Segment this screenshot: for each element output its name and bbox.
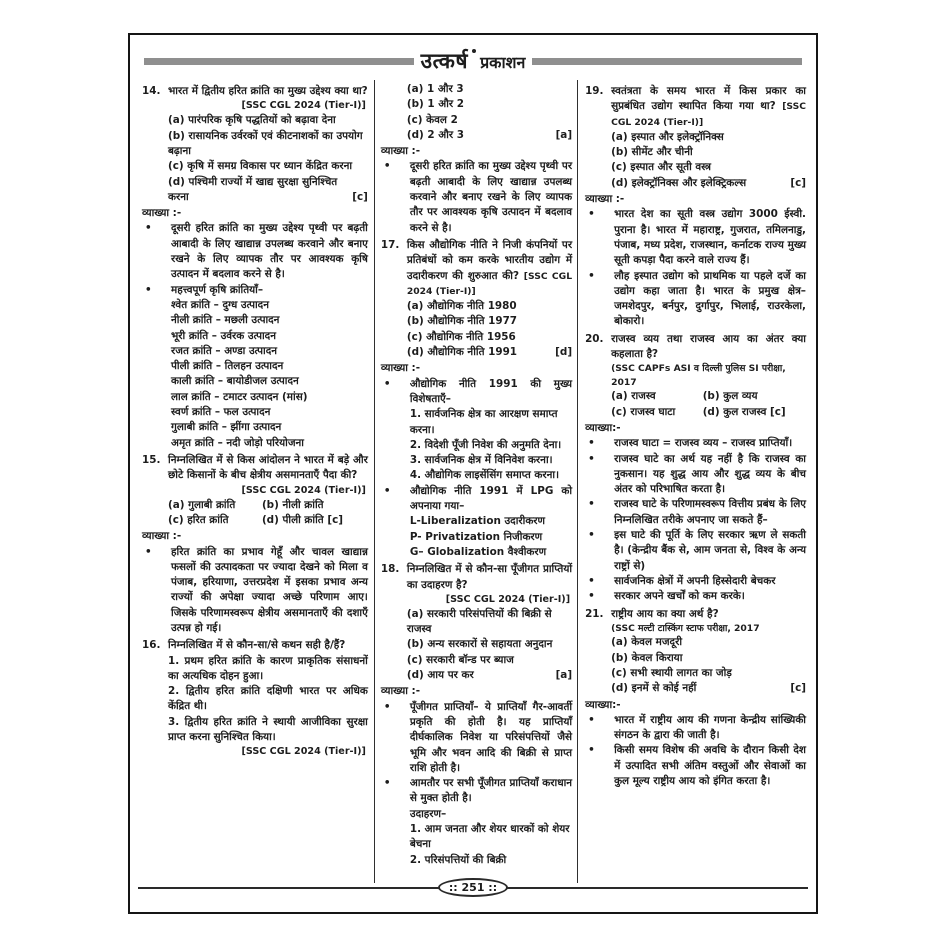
option-text: (b) 1 और 2	[406, 98, 465, 111]
bullet-text: पूँजीगत प्राप्तियाँ– ये प्राप्तियाँ गैर-आवर्ती प्रकृति की होती है। यह प्राप्तियाँ दीर्घकालिक निवेश या परिसंपत्तियों जैसे भूमि और भवन आदि की बिक्री से प्राप्त राशि होती है।	[409, 700, 573, 774]
option	[585, 681, 806, 696]
explanation-heading: व्याख्या :-	[380, 685, 421, 698]
option-text: (b) केवल किराया	[611, 651, 683, 664]
answer-key: [c]	[352, 190, 368, 203]
option	[142, 129, 368, 160]
sub-line: नीली क्रांति – मछली उत्पादन	[171, 314, 280, 327]
bullet-text: राजस्व घाटे का अर्थ यह नहीं है कि राजस्व का नुकसान। यह शुद्ध आय और शुद्ध व्यय के बीच अंतर को परिभाषित करता है।	[614, 452, 806, 496]
question-text: स्वतंत्रता के समय भारत में किस प्रकार का सुप्रबंधित उद्योग स्थापित किया गया था? [SSC CGL 2024 (Tier-I)]	[611, 85, 806, 128]
option-text: (d) 2 और 3	[406, 128, 465, 141]
option-text: (a) सरकारी परिसंपत्तियों की बिक्री से राजस्व	[406, 607, 552, 636]
bullet-item	[381, 484, 572, 560]
sub-line: पीली क्रांति – तिलहन उत्पादन	[171, 360, 284, 373]
question-text: भारत में द्वितीय हरित क्रांति का मुख्य उद्देश्य क्या था?	[168, 85, 368, 97]
sub-line: लाल क्रांति – टमाटर उत्पादन (मांस)	[171, 390, 308, 403]
option	[381, 607, 572, 638]
option	[381, 330, 572, 345]
exam-source-tag: (SSC मल्टी टास्किंग स्टाफ परीक्षा, 2017	[611, 622, 760, 634]
bullet-icon: •	[383, 377, 391, 390]
option	[381, 637, 572, 652]
question	[585, 84, 806, 130]
question-text: राजस्व व्यय तथा राजस्व आय का अंतर क्या कहलाता है?	[611, 332, 806, 361]
sub-line: उदाहरण–	[409, 807, 447, 820]
bullet-text: भारत में राष्ट्रीय आय की गणना केन्द्रीय सांख्यिकी संगठन के द्वारा की जाती है।	[614, 713, 806, 742]
option-row	[585, 405, 806, 420]
bullet-item	[585, 207, 806, 268]
option	[381, 668, 572, 683]
sub-line: 2. परिसंपत्तियों की बिक्री	[409, 853, 507, 866]
option: (b) कुल व्यय	[702, 390, 758, 403]
header-rule-left	[144, 58, 414, 65]
sub-line: काली क्रांति – बायोडीजल उत्पादन	[171, 375, 299, 388]
sub-line: 2. विदेशी पूँजी निवेश की अनुमति देना।	[409, 438, 562, 451]
option	[381, 653, 572, 668]
option: (d) पीली क्रांति [c]	[261, 513, 344, 526]
question-number: 20.	[585, 332, 604, 345]
option	[381, 314, 572, 329]
option-text: (c) औद्योगिक नीति 1956	[406, 330, 516, 343]
bullet-item	[142, 221, 368, 282]
option-text: (a) पारंपरिक कृषि पद्धतियों को बढ़ावा देना	[168, 114, 336, 127]
question-number: 21.	[585, 607, 604, 620]
bullet-item	[585, 269, 806, 330]
option	[142, 113, 368, 128]
question-text: निम्नलिखित में से किस आंदोलन ने भारत में बड़े और छोटे किसानों के बीच क्षेत्रीय असमानताएँ पैदा की?	[168, 453, 368, 482]
bullet-item	[585, 713, 806, 744]
question-number: 14.	[142, 85, 161, 97]
explanation-heading: व्याख्या:-	[585, 698, 621, 711]
question-statement: 2. द्वितीय हरित क्रांति दक्षिणी भारत पर अधिक केंद्रित थी।	[168, 685, 368, 713]
option: (c) राजस्व घाटा	[611, 405, 676, 418]
option	[142, 159, 368, 174]
question	[381, 238, 572, 299]
bullet-text: भारत देश का सूती वस्त्र उद्योग 3000 ईस्वी. पुराना है। भारत में महाराष्ट्र, गुजरात, तमिलनाडु, पंजाब, मध्य प्रदेश, राजस्थान, कर्नाटक राज्य मुख्य सूती कपड़ा पैदा करने वाले राज्य हैं।	[614, 208, 806, 267]
option-text: (b) औद्योगिक नीति 1977	[406, 315, 518, 328]
registered-dot-icon	[472, 49, 476, 53]
option-text: (c) सभी स्थायी लागत का जोड़	[611, 666, 732, 679]
option	[142, 175, 368, 206]
bullet-text: दूसरी हरित क्रांति का मुख्य उद्देश्य पृथ्वी पर बढ़ती आबादी के लिए खाद्यान्न उपलब्ध करवाने और बनाए रखने के लिए व्यापक तौर पर आवश्यक कृषि उत्पादन में बदलाव करने से है।	[171, 222, 368, 281]
option-text: (d) औद्योगिक नीति 1991	[406, 346, 518, 359]
bullet-item	[381, 377, 572, 484]
sub-line: G– Globalization वैश्वीकरण	[409, 545, 547, 558]
page-number-badge: :: 251 ::	[438, 878, 508, 897]
bullet-text: हरित क्रांति का प्रभाव गेहूँ और चावल खाद्यान्न फसलों की उत्पादकता पर ज्यादा देखने को मिला व पंजाब, हरियाणा, उत्तरप्रदेश में इसका प्रभाव अन्य राज्यों की अपेक्षा ज्यादा अच्छे परिणाम आए। जिसके परिणामस्वरूप क्षेत्रीय असमानताएँ की दशाएँ उत्पन्न हो गई।	[171, 545, 368, 634]
sub-line: गुलाबी क्रांति – झींगा उत्पादन	[171, 421, 282, 434]
bullet-text	[410, 484, 572, 560]
bullet-text: आमतौर पर सभी पूँजीगत प्राप्तियाँ कराधान से मुक्त होती है। उदाहरण– 1. आम जनता और शेयर धारकों को शेयर बेचना 2. परिसंपत्तियों की बिक्री	[410, 776, 572, 868]
question-number: 16.	[142, 639, 161, 652]
bullet-item	[585, 528, 806, 574]
answer-key: [c]	[769, 405, 786, 418]
sub-line: अमृत क्रांति – नदी जोड़ो परियोजना	[171, 436, 304, 449]
bullet-item	[585, 589, 806, 604]
bullet-text: राजस्व घाटा = राजस्व व्यय – राजस्व प्राप्तियाँ।	[614, 437, 793, 450]
exam-source-tag: [SSC CGL 2024 (Tier-I)]	[611, 101, 806, 128]
exam-source-tag: (SSC CAPFs ASI व दिल्ली पुलिस SI परीक्षा, 2017	[611, 363, 786, 388]
sub-line: 4. औद्योगिक लाइसेंसिंग समाप्त करना।	[409, 469, 560, 482]
bullet-icon: •	[383, 160, 391, 173]
bullet-text: इस घाटे की पूर्ति के लिए सरकार ऋण ले सकती है। (केन्द्रीय बैंक से, आम जनता से, विश्व के अन्य राष्ट्रों से)	[614, 529, 806, 572]
bullet-icon: •	[588, 744, 595, 757]
bullet-icon: •	[588, 529, 595, 542]
option-text: (a) इस्पात और इलेक्ट्रॉनिक्स	[611, 130, 724, 143]
sub-line: 1. सार्वजनिक क्षेत्र का आरक्षण समाप्त करना।	[409, 408, 558, 436]
option-text: (a) केवल मजदूरी	[611, 636, 683, 649]
question-text: राष्ट्रीय आय का क्या अर्थ है?	[611, 607, 719, 620]
option-text: (b) रासायनिक उर्वरकों एवं कीटनाशकों का उपयोग बढ़ाना	[168, 129, 363, 157]
answer-key: [d]	[555, 346, 573, 359]
explanation-heading: व्याख्या :-	[585, 193, 625, 206]
option-text: (d) इलेक्ट्रॉनिक्स और इलेक्ट्रिकल्स	[611, 176, 747, 189]
question-number: 15.	[142, 453, 161, 466]
option: (a) राजस्व	[611, 390, 656, 403]
question	[381, 562, 572, 593]
explanation-heading: व्याख्या :-	[380, 145, 421, 158]
publisher-header	[130, 35, 816, 77]
option	[381, 128, 572, 143]
bullet-lead: औद्योगिक नीति 1991 की मुख्य विशेषताएँ–	[409, 377, 573, 405]
sub-line: श्वेत क्रांति – दुग्ध उत्पादन	[171, 298, 269, 311]
bullet-item	[381, 776, 572, 868]
option: (d) कुल राजस्व [c]	[702, 405, 786, 418]
bullet-lead: औद्योगिक नीति 1991 में LPG को अपनाया गया–	[409, 484, 573, 513]
answer-key: [c]	[327, 513, 344, 526]
option	[381, 345, 572, 360]
brand-suffix: प्रकाशन	[480, 53, 526, 72]
bullet-text: किसी समय विशेष की अवधि के दौरान किसी देश में उत्पादित सभी अंतिम वस्तुओं और सेवाओं का कुल मूल्य राष्ट्रीय आय को इंगित करता है।	[614, 744, 806, 788]
question-number: 18.	[380, 563, 400, 576]
question-statement: 3. द्वितीय हरित क्रांति ने स्थायी आजीविका सुरक्षा प्राप्त करना सुनिश्चित किया।	[168, 715, 368, 744]
sub-line: स्वर्ण क्रांति – फल उत्पादन	[171, 406, 271, 419]
question-text: निम्नलिखित में से कौन-सा पूँजीगत प्राप्तियों का उदाहरण है?	[406, 563, 573, 591]
bullet-icon: •	[588, 574, 595, 587]
question-text: किस औद्योगिक नीति ने निजी कंपनियों पर प्रतिबंधों को कम करके भारतीय उद्योग में उदारीकरण की शुरुआत की? [SSC CGL 2024 (Tier-I)]	[406, 238, 573, 297]
option-text: (d) पश्चिमी राज्यों में खाद्य सुरक्षा सुनिश्चित करना	[168, 175, 338, 203]
answer-key: [a]	[555, 128, 573, 141]
question	[585, 332, 806, 363]
bullet-text: सार्वजनिक क्षेत्रों में अपनी हिस्सेदारी बेचकर	[614, 574, 776, 587]
question-statement: 1. प्रथम हरित क्रांति के कारण प्राकृतिक संसाधनों का अत्यधिक दोहन हुआ।	[168, 654, 368, 682]
option	[585, 145, 806, 160]
bullet-icon: •	[145, 545, 152, 558]
bullet-item	[142, 283, 368, 451]
sub-line: 1. आम जनता और शेयर धारकों को शेयर बेचना	[409, 823, 570, 851]
option-row	[142, 498, 368, 513]
option	[585, 176, 806, 191]
column-middle	[374, 80, 578, 883]
answer-key: [a]	[555, 669, 573, 682]
bullet-item	[142, 545, 368, 637]
header-rule-right	[532, 58, 802, 65]
sub-line: L-Liberalization उदारीकरण	[409, 515, 546, 528]
explanation-heading: व्याख्या:-	[585, 421, 621, 434]
option-text: (c) सरकारी बॉन्ड पर ब्याज	[406, 653, 514, 666]
bullet-icon: •	[588, 437, 595, 450]
option	[585, 130, 806, 145]
exam-source-tag: [SSC CGL 2024 (Tier-I)]	[241, 484, 366, 496]
exam-source-tag: [SSC CGL 2024 (Tier-I)]	[241, 100, 366, 112]
bullet-text: दूसरी हरित क्रांति का मुख्य उद्देश्य पृथ्वी पर बढ़ती आबादी के लिए खाद्यान्न उपलब्ध करवाने और बनाए रखने के लिए व्यापक तौर पर आवश्यक कृषि उत्पादन में बदलाव करने से है।	[409, 160, 573, 234]
sub-line: भूरी क्रांति – उर्वरक उत्पादन	[171, 329, 276, 342]
bullet-icon: •	[588, 269, 595, 282]
option-text: (a) औद्योगिक नीति 1980	[406, 300, 517, 313]
explanation-heading: व्याख्या :-	[142, 207, 182, 220]
option	[585, 635, 806, 650]
option	[381, 97, 572, 112]
bullet-icon: •	[588, 208, 595, 221]
sub-line: रजत क्रांति – अण्डा उत्पादन	[171, 344, 278, 357]
bullet-text	[171, 283, 368, 451]
publisher-brand	[421, 47, 526, 75]
bullet-text: लौह इस्पात उद्योग को प्राथमिक या पहले दर्जे का उद्योग कहा जाता है। भारत के प्रमुख क्षेत्र– जमशेदपुर, बर्नपुर, दुर्गापुर, भिलाई, राउरकेला, बोकारो।	[614, 269, 806, 328]
content-columns	[130, 77, 816, 883]
bullet-icon: •	[588, 498, 595, 511]
bullet-icon: •	[145, 283, 152, 296]
sub-line: 3. सार्वजनिक क्षेत्र में विनिवेश करना।	[409, 454, 553, 467]
question-text: निम्नलिखित में से कौन-सा/से कथन सही है/हैं? 1. प्रथम हरित क्रांति के कारण प्राकृतिक संसाधनों का अत्यधिक दोहन हुआ। 2. द्वितीय हरित क्रांति दक्षिणी भारत पर अधिक केंद्रित थी। 3. द्वितीय हरित क्रांति ने स्थायी आजीविका सुरक्षा प्राप्त करना सुनिश्चित किया।	[168, 638, 368, 745]
option-text: (b) अन्य सरकारों से सहायता अनुदान	[406, 638, 553, 651]
page-frame	[128, 33, 818, 914]
option-text: (c) केवल 2	[406, 113, 458, 126]
answer-key: [c]	[790, 682, 806, 695]
bullet-item	[585, 452, 806, 498]
bullet-item	[381, 700, 572, 776]
bullet-icon: •	[383, 777, 391, 790]
answer-key: [c]	[790, 176, 806, 189]
bullet-text: राजस्व घाटे के परिणामस्वरूप वित्तीय प्रबंध के लिए निम्नलिखित तरीके अपनाए जा सकते हैं–	[614, 498, 806, 526]
question	[142, 453, 368, 484]
question-number: 19.	[585, 85, 604, 97]
option	[381, 82, 572, 97]
bullet-item	[585, 574, 806, 589]
exam-source-tag: [SSC CGL 2024 (Tier-I)]	[445, 593, 571, 605]
option-text: (c) कृषि में समग्र विकास पर ध्यान केंद्रित करना	[168, 160, 353, 173]
question-number: 17.	[380, 238, 400, 251]
option: (b) नीली क्रांति	[261, 498, 324, 511]
bullet-item	[585, 436, 806, 451]
bullet-item	[381, 159, 572, 235]
bullet-icon: •	[383, 484, 391, 497]
exam-source-tag: [SSC CGL 2024 (Tier-I)]	[406, 270, 573, 297]
bullet-text	[410, 377, 572, 484]
bullet-text: सरकार अपने खर्चों को कम करके।	[614, 590, 745, 603]
bullet-icon: •	[383, 700, 391, 713]
bullet-item	[585, 743, 806, 789]
explanation-heading: व्याख्या :-	[380, 362, 421, 375]
bullet-lead: पूँजीगत प्राप्तियाँ–	[409, 700, 485, 713]
page-footer	[138, 878, 808, 898]
option-text: (d) इनमें से कोई नहीं	[611, 682, 697, 695]
option-text: (b) सीमेंट और चीनी	[611, 146, 693, 159]
brand-name: उत्कर्ष	[420, 49, 469, 73]
bullet-item	[585, 497, 806, 528]
option: (a) गुलाबी क्रांति	[168, 498, 236, 511]
option	[585, 160, 806, 175]
option	[381, 113, 572, 128]
bullet-icon: •	[588, 590, 595, 603]
bullet-icon: •	[145, 222, 152, 235]
option-text: (c) इस्पात और सूती वस्त्र	[611, 161, 711, 174]
bullet-icon: •	[588, 713, 595, 726]
bullet-icon: •	[588, 452, 595, 465]
sub-line: P- Privatization निजीकरण	[409, 530, 543, 543]
column-left	[140, 80, 374, 883]
option: (c) हरित क्रांति	[168, 513, 229, 526]
bullet-lead: महत्त्वपूर्ण कृषि क्रांतियाँ–	[171, 283, 264, 296]
explanation-heading: व्याख्या :-	[142, 530, 182, 543]
option-row	[585, 389, 806, 404]
option-text: (a) 1 और 3	[406, 83, 464, 95]
exam-source-tag: [SSC CGL 2024 (Tier-I)]	[241, 746, 366, 758]
option-row	[142, 513, 368, 528]
question	[142, 84, 368, 99]
question	[142, 638, 368, 745]
column-right	[578, 80, 808, 883]
option	[381, 299, 572, 314]
option	[585, 651, 806, 666]
question	[585, 607, 806, 622]
option-text: (d) आय पर कर	[406, 669, 474, 682]
option	[585, 666, 806, 681]
